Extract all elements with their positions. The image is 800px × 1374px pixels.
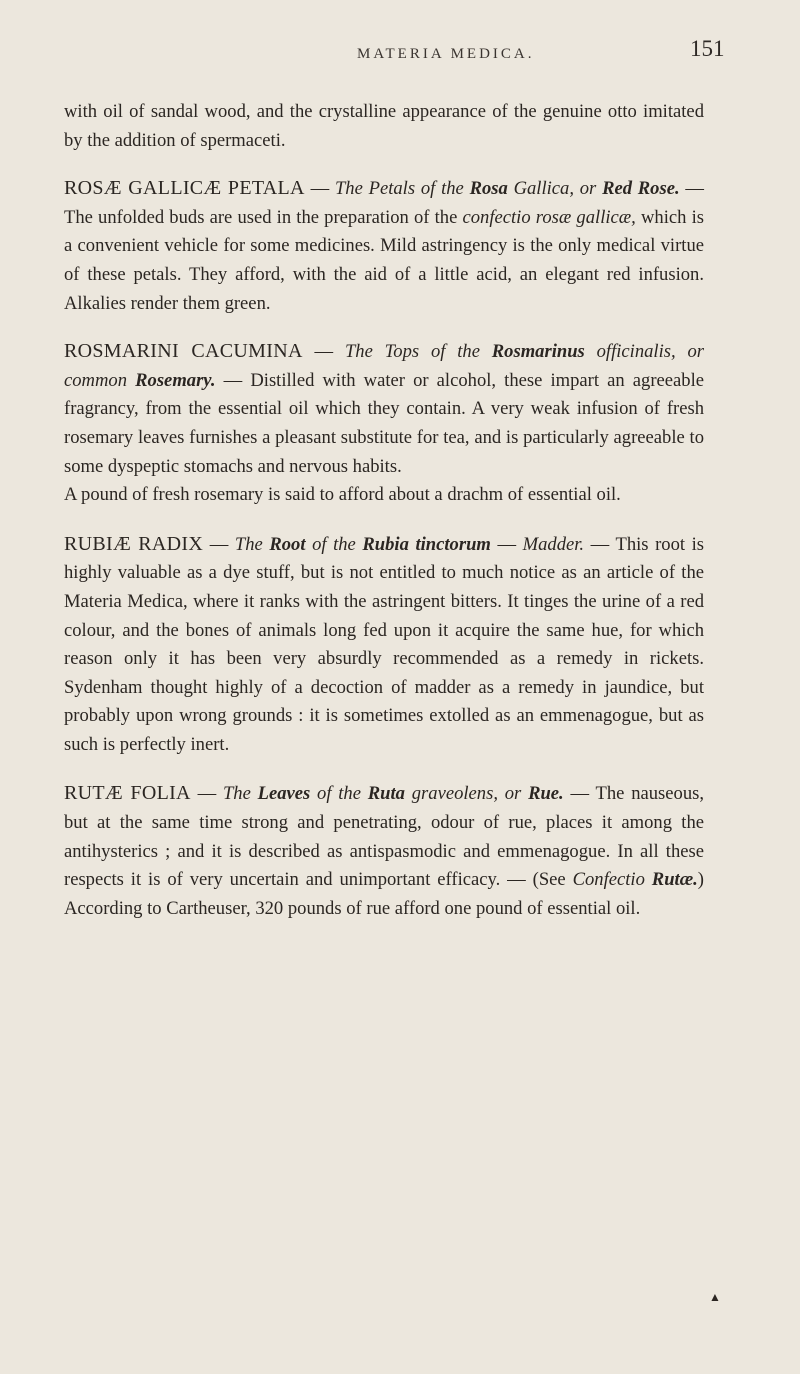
entry-title-bold: Red Rose. [602,178,680,200]
entry-title: officinalis, or common [64,341,704,391]
entry-title: Gallica, or [507,178,603,200]
entry-title: of the [305,533,363,555]
entry-title: of the [310,783,368,805]
entry-title-bold: Rue. [528,783,564,805]
entry-title: graveolens, or [404,783,529,805]
entry-heading: RUBIÆ RADIX [64,532,204,555]
entry-title: The [234,533,270,555]
paragraph-rosemary-oil [64,481,704,510]
entry-heading: RUTÆ FOLIA [64,782,191,805]
entry-title-bold: Rosa [469,178,508,200]
entry-rosae-gallicae [64,174,704,318]
dash: — [203,533,235,555]
entry-title-bold: Rubia tinctorum [362,533,491,555]
entry-rutae [64,779,704,923]
inline-italic-bold: Rutæ. [644,869,698,891]
entry-title-bold: Leaves [257,783,311,805]
paragraph-continuation [64,98,704,155]
paragraph-text: — Distilled with water or alcohol, these impart an agreeable fragrancy, from the essential oil which they contain. A very weak infusion of fresh rosemary leaves furnishes a pleasant substitute for tea, and is particularly agreeable to some dyspeptic stomachs and nervous habits. [64,369,705,477]
entry-title: Madder. [522,533,585,555]
margin-mark-icon: ▲ [709,1290,721,1304]
paragraph-text: A pound of fresh rosemary is said to afford about a drachm of essential oil. [64,484,621,506]
inline-italic: confectio rosæ gallicæ, [462,206,636,228]
entry-title-bold: Rosmarinus [491,341,585,363]
dash: — [302,341,345,363]
body-text [64,98,704,923]
dash: — [490,533,523,555]
paragraph-text: — This root is highly valuable as a dye stuff, but is not entitled to much notice as an article of the Materia Medica, where it ranks with the astringent bitters. It tinges the urine of a red colour, and the bones of animals long fed upon it acquire the same hue, for which reason only it has been very absurdly recommended as a remedy in rickets. Sydenham thought highly of a decoction of madder as a remedy in jaundice, but probably upon wrong grounds : it is sometimes extolled as an emmenagogue, but as such is perfectly inert. [64,533,705,755]
entry-title-bold: Ruta [367,783,405,805]
dash: — [190,783,223,805]
paragraph-text: with oil of sandal wood, and the crystalline appearance of the genuine otto imitated by the addition of spermaceti. [64,101,704,151]
entry-title: The [222,783,258,805]
entry-heading: ROSMARINI CACUMINA [64,340,303,363]
paragraph-text: ) According to Cartheuser, 320 pounds of rue afford one pound of essential oil. [64,869,704,919]
page-number: 151 [690,36,725,61]
entry-rosmarini [64,337,704,481]
paragraph-text: — The unfolded buds are used in the preparation of the [64,178,704,228]
entry-heading: ROSÆ GALLICÆ PETALA [64,177,305,200]
entry-title-bold: Rosemary. [135,369,216,391]
dash: — [304,178,335,200]
paragraph-text: which is a convenient vehicle for some medicines. Mild astringency is the only medical virtue of these petals. They afford, with the aid of a little acid, an elegant red infusion. Alkalies render them green. [64,206,704,314]
paragraph-text: — The nauseous, but at the same time strong and penetrating, odour of rue, places it among the antihysterics ; and it is described as antispasmodic and emmenagogue. In all these respects it is of very uncertain and unimportant efficacy. — (See [64,783,705,891]
running-head: MATERIA MEDICA. [357,46,535,62]
entry-title: The Petals of the [334,178,470,200]
entry-rubiae [64,530,704,760]
inline-italic: Confectio [572,869,645,891]
entry-title: The Tops of the [344,341,492,363]
entry-title-bold: Root [269,533,306,555]
